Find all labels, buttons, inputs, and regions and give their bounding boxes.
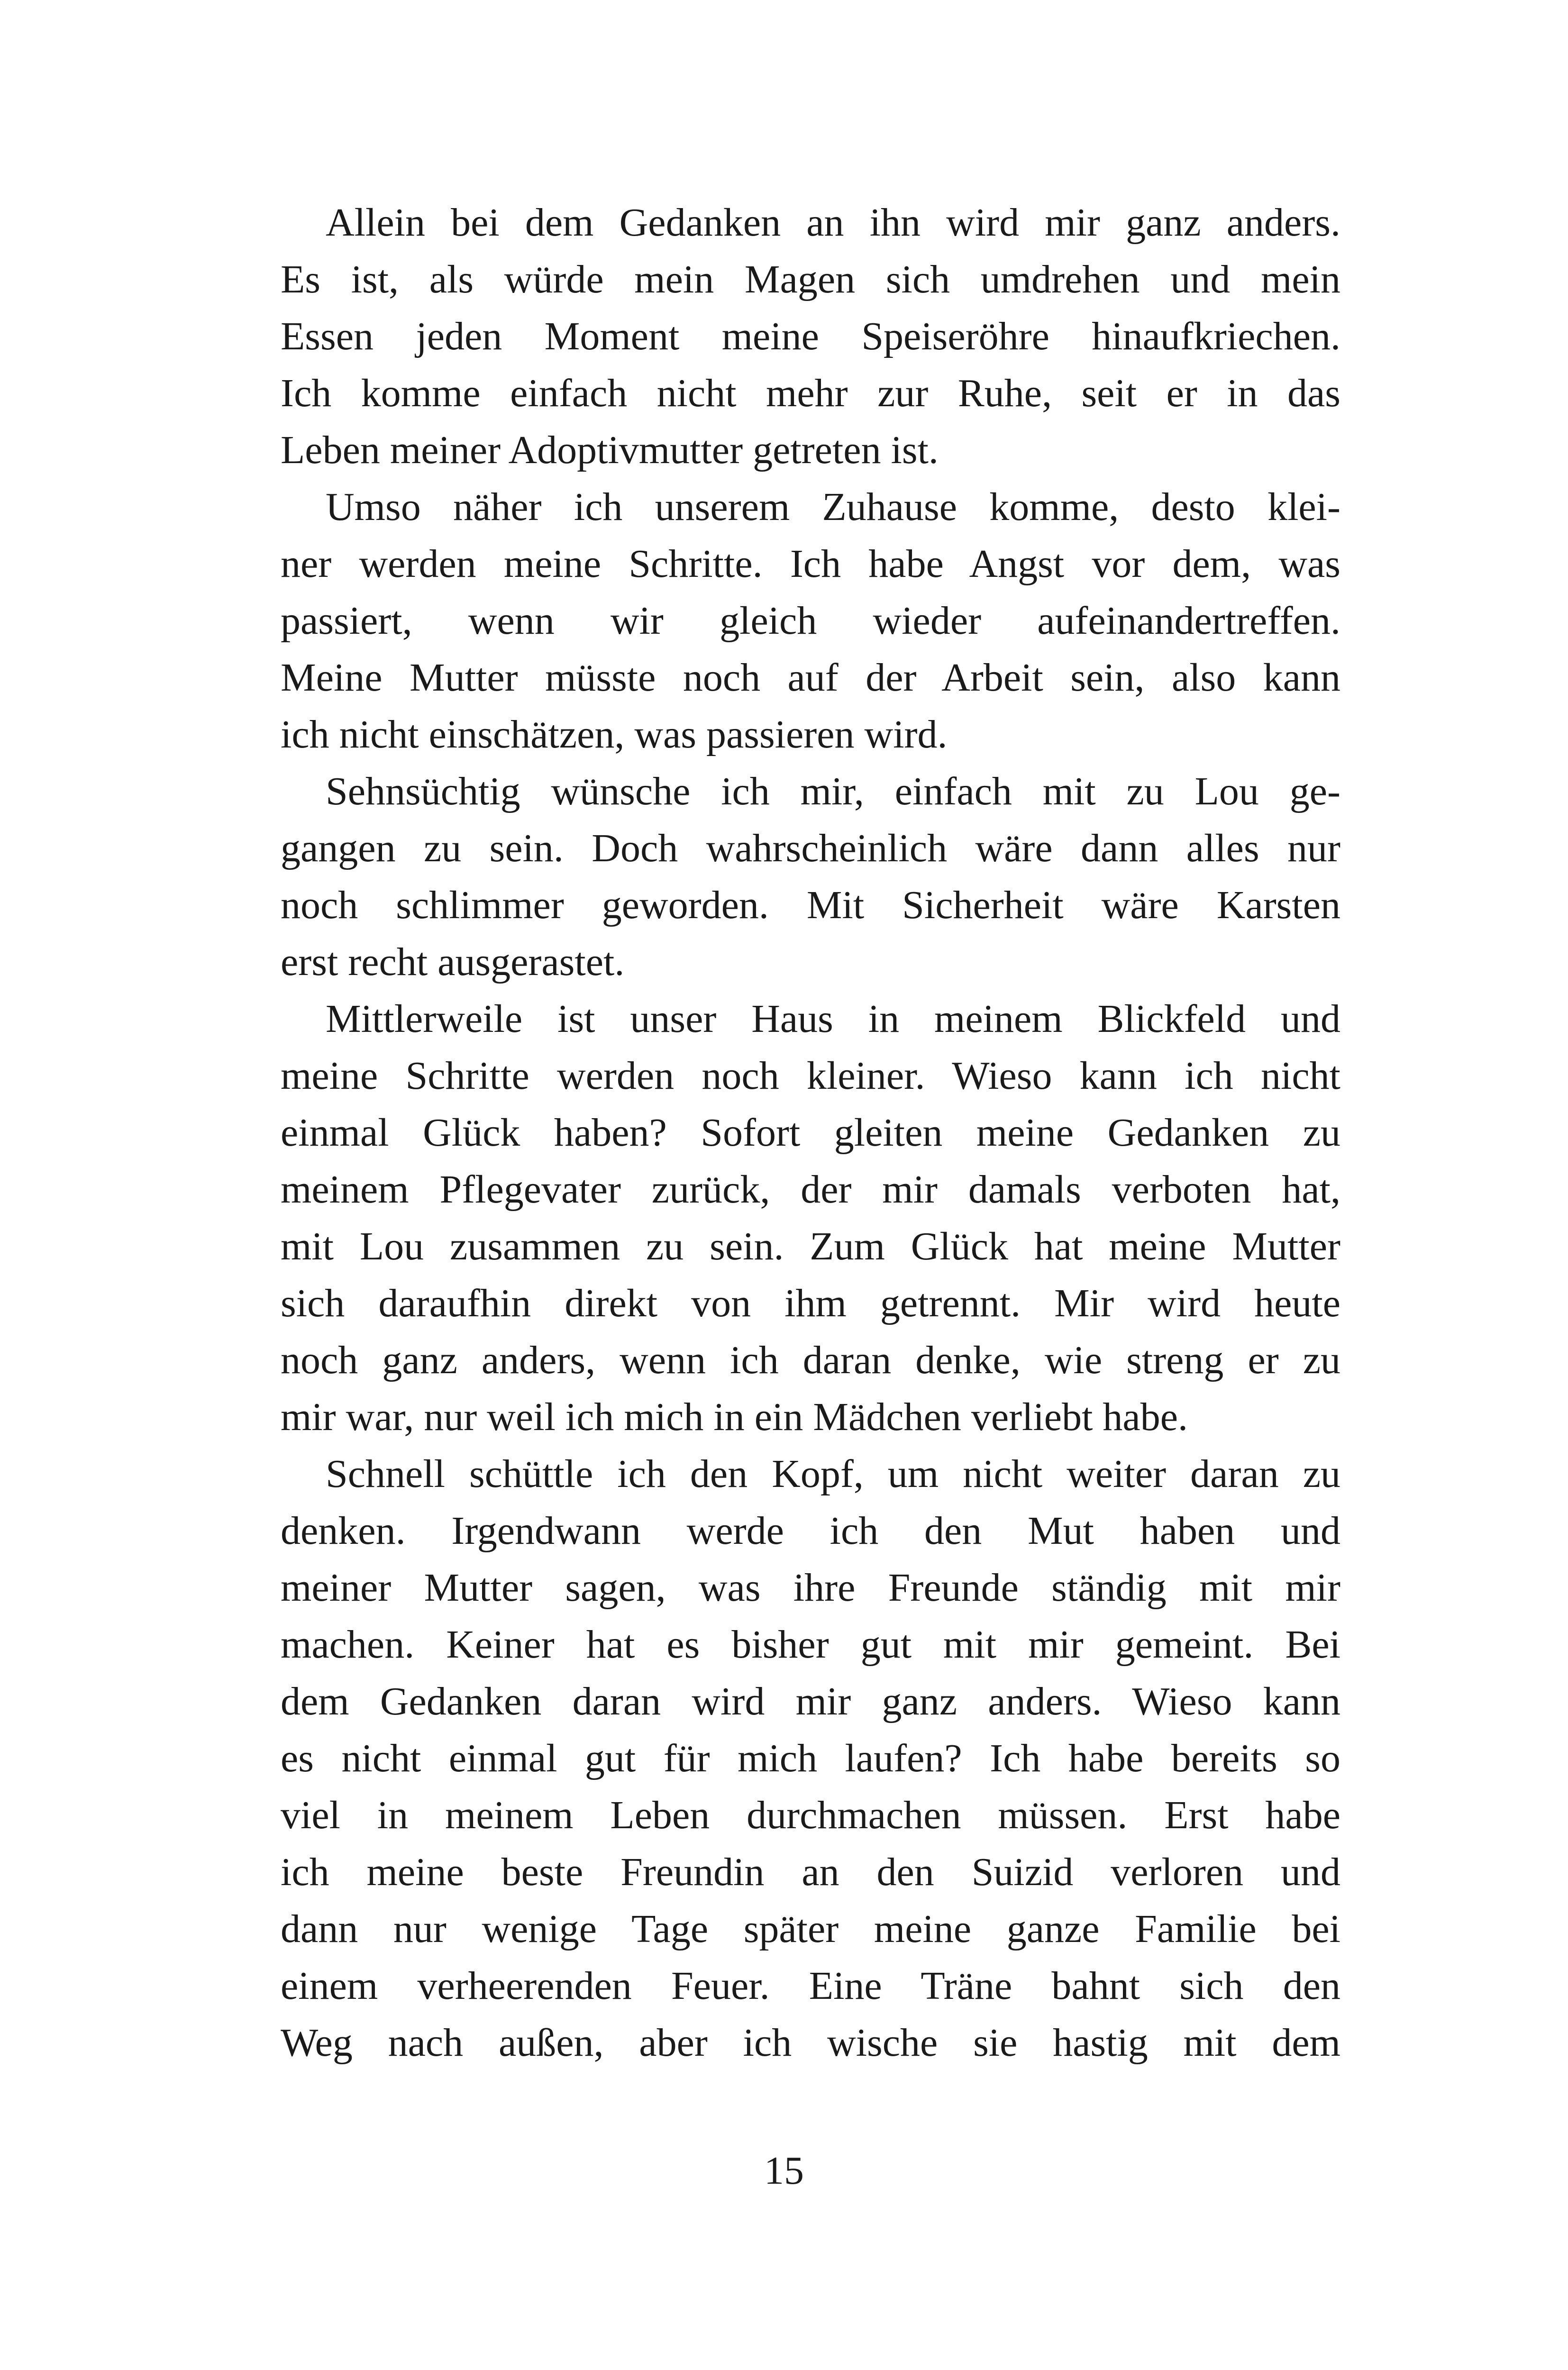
paragraph-4-line-1: Mittlerweile ist unser Haus in meinem Blickfeld und xyxy=(326,997,1340,1041)
paragraph-5-line-5: dem Gedanken daran wird mir ganz anders. Wieso kann xyxy=(281,1679,1340,1723)
paragraph-3-line-4: erst recht ausgerastet. xyxy=(281,940,625,984)
paragraph-1-line-2: Es ist, als würde mein Magen sich umdrehen und mein xyxy=(281,257,1340,301)
paragraph-5-line-2: denken. Irgendwann werde ich den Mut haben und xyxy=(281,1509,1340,1553)
paragraph-1-line-3: Essen jeden Moment meine Speiseröhre hinaufkriechen. xyxy=(281,314,1340,358)
paragraph-4-line-3: einmal Glück haben? Sofort gleiten meine Gedanken zu xyxy=(281,1111,1340,1155)
paragraph-1-line-4: Ich komme einfach nicht mehr zur Ruhe, seit er in das xyxy=(281,371,1340,415)
paragraph-5-line-1: Schnell schüttle ich den Kopf, um nicht weiter daran zu xyxy=(326,1452,1340,1496)
paragraph-2-line-1: Umso näher ich unserem Zuhause komme, desto klei- xyxy=(326,485,1340,529)
paragraph-5-line-9: dann nur wenige Tage später meine ganze Familie bei xyxy=(281,1907,1340,1951)
paragraph-4-line-7: noch ganz anders, wenn ich daran denke, wie streng er zu xyxy=(281,1338,1340,1382)
paragraph-4-line-2: meine Schritte werden noch kleiner. Wieso kann ich nicht xyxy=(281,1054,1340,1098)
paragraph-4-line-8: mir war, nur weil ich mich in ein Mädchen verliebt habe. xyxy=(281,1395,1188,1439)
body-text xyxy=(281,194,1340,2071)
paragraph-4-line-4: meinem Pflegevater zurück, der mir damals verboten hat, xyxy=(281,1167,1340,1212)
paragraph-5-line-7: viel in meinem Leben durchmachen müssen. Erst habe xyxy=(281,1793,1340,1837)
paragraph-3-line-3: noch schlimmer geworden. Mit Sicherheit wäre Karsten xyxy=(281,883,1340,927)
paragraph-2-line-4: Meine Mutter müsste noch auf der Arbeit sein, also kann xyxy=(281,656,1340,700)
paragraph-2-line-3: passiert, wenn wir gleich wieder aufeinandertreffen. xyxy=(281,599,1340,643)
paragraph-5-line-6: es nicht einmal gut für mich laufen? Ich habe bereits so xyxy=(281,1736,1340,1780)
paragraph-5-line-10: einem verheerenden Feuer. Eine Träne bahnt sich den xyxy=(281,1964,1340,2008)
page-number: 15 xyxy=(764,2149,804,2193)
paragraph-4-line-5: mit Lou zusammen zu sein. Zum Glück hat meine Mutter xyxy=(281,1224,1340,1268)
paragraph-3-line-1: Sehnsüchtig wünsche ich mir, einfach mit zu Lou ge- xyxy=(326,769,1340,813)
paragraph-5-line-11: Weg nach außen, aber ich wische sie hastig mit dem xyxy=(281,2021,1340,2065)
paragraph-5-line-3: meiner Mutter sagen, was ihre Freunde ständig mit mir xyxy=(281,1566,1340,1610)
paragraph-2-line-5: ich nicht einschätzen, was passieren wird. xyxy=(281,712,948,757)
paragraph-2-line-2: ner werden meine Schritte. Ich habe Angst vor dem, was xyxy=(281,542,1340,586)
paragraph-1-line-1: Allein bei dem Gedanken an ihn wird mir ganz anders. xyxy=(326,201,1340,245)
paragraph-4-line-6: sich daraufhin direkt von ihm getrennt. Mir wird heute xyxy=(281,1281,1340,1325)
paragraph-1-line-5: Leben meiner Adoptivmutter getreten ist. xyxy=(281,428,939,472)
paragraph-5-line-8: ich meine beste Freundin an den Suizid verloren und xyxy=(281,1850,1340,1894)
paragraph-5-line-4: machen. Keiner hat es bisher gut mit mir gemeint. Bei xyxy=(281,1623,1340,1667)
paragraph-3-line-2: gangen zu sein. Doch wahrscheinlich wäre dann alles nur xyxy=(281,826,1340,870)
